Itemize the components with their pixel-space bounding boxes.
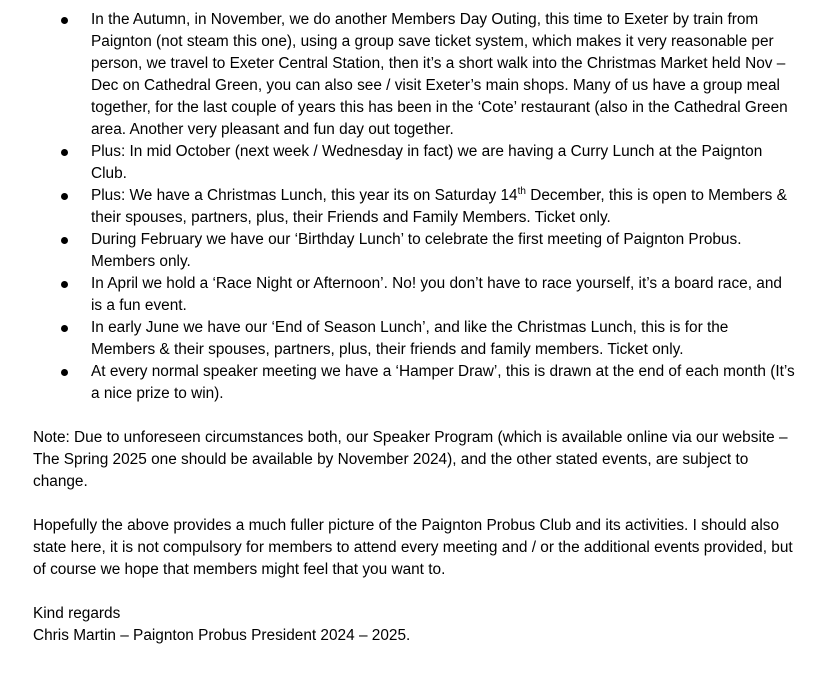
bullet-text-before: Plus: We have a Christmas Lunch, this year its on Saturday 14: [91, 187, 518, 204]
bullet-item-exeter-outing: [33, 9, 795, 141]
bullet-item-hamper-draw: [33, 361, 795, 405]
bullet-icon: [61, 369, 68, 376]
bullet-text-after: December, this is open to Members & their spouses, partners, plus, their Friends and Family Members. Ticket only.: [91, 187, 787, 226]
summary-paragraph: Hopefully the above provides a much fuller picture of the Paignton Probus Club and its activities. I should also state here, it is not compulsory for members to attend every meeting and / or the additional events provided, but of course we hope that members might feel that you want to.: [33, 517, 793, 578]
spacer: [33, 405, 795, 427]
bullet-item-race-night: [33, 273, 795, 317]
bullet-icon: [61, 17, 68, 24]
spacer: [33, 581, 795, 603]
bullet-icon: [61, 237, 68, 244]
bullet-text: At every normal speaker meeting we have a ‘Hamper Draw’, this is drawn at the end of each month (It’s a nice prize to win).: [91, 363, 795, 402]
closing-line: Kind regards: [33, 605, 121, 622]
bullet-icon: [61, 193, 68, 200]
spacer: [33, 493, 795, 515]
bullet-icon: [61, 325, 68, 332]
bullet-text: During February we have our ‘Birthday Lunch’ to celebrate the first meeting of Paignton Probus. Members only.: [91, 231, 742, 270]
bullet-text: In the Autumn, in November, we do another Members Day Outing, this time to Exeter by train from Paignton (not steam this one), using a group save ticket system, which makes it very reasonable per person, we travel to Exeter Central Station, then it’s a short walk into the Christmas Market held Nov – Dec on Cathedral Green, you can also see / visit Exeter’s main shops. Many of us have a group meal together, for the last couple of years this has been in the ‘Cote’ restaurant (also in the Cathedral Green area. Another very pleasant and fun day out together.: [91, 11, 788, 138]
bullet-icon: [61, 149, 68, 156]
bullet-icon: [61, 281, 68, 288]
bullet-item-curry-lunch: [33, 141, 795, 185]
note-paragraph: Note: Due to unforeseen circumstances both, our Speaker Program (which is available online via our website – The Spring 2025 one should be available by November 2024), and the other stated events, are subject to change.: [33, 429, 788, 490]
ordinal-suffix: th: [517, 185, 526, 197]
bullet-text: In April we hold a ‘Race Night or Afternoon’. No! you don’t have to race yourself, it’s a board race, and is a fun event.: [91, 275, 782, 314]
bullet-item-christmas-lunch: [33, 185, 795, 229]
bullet-text: In early June we have our ‘End of Season Lunch’, and like the Christmas Lunch, this is for the Members & their spouses, partners, plus, their friends and family members. Ticket only.: [91, 319, 729, 358]
bullet-item-birthday-lunch: [33, 229, 795, 273]
signature-line: Chris Martin – Paignton Probus President 2024 – 2025.: [33, 627, 411, 644]
bullet-item-end-of-season-lunch: [33, 317, 795, 361]
bullet-text: Plus: In mid October (next week / Wednesday in fact) we are having a Curry Lunch at the Paignton Club.: [91, 143, 763, 182]
events-bullet-list: [33, 9, 795, 405]
